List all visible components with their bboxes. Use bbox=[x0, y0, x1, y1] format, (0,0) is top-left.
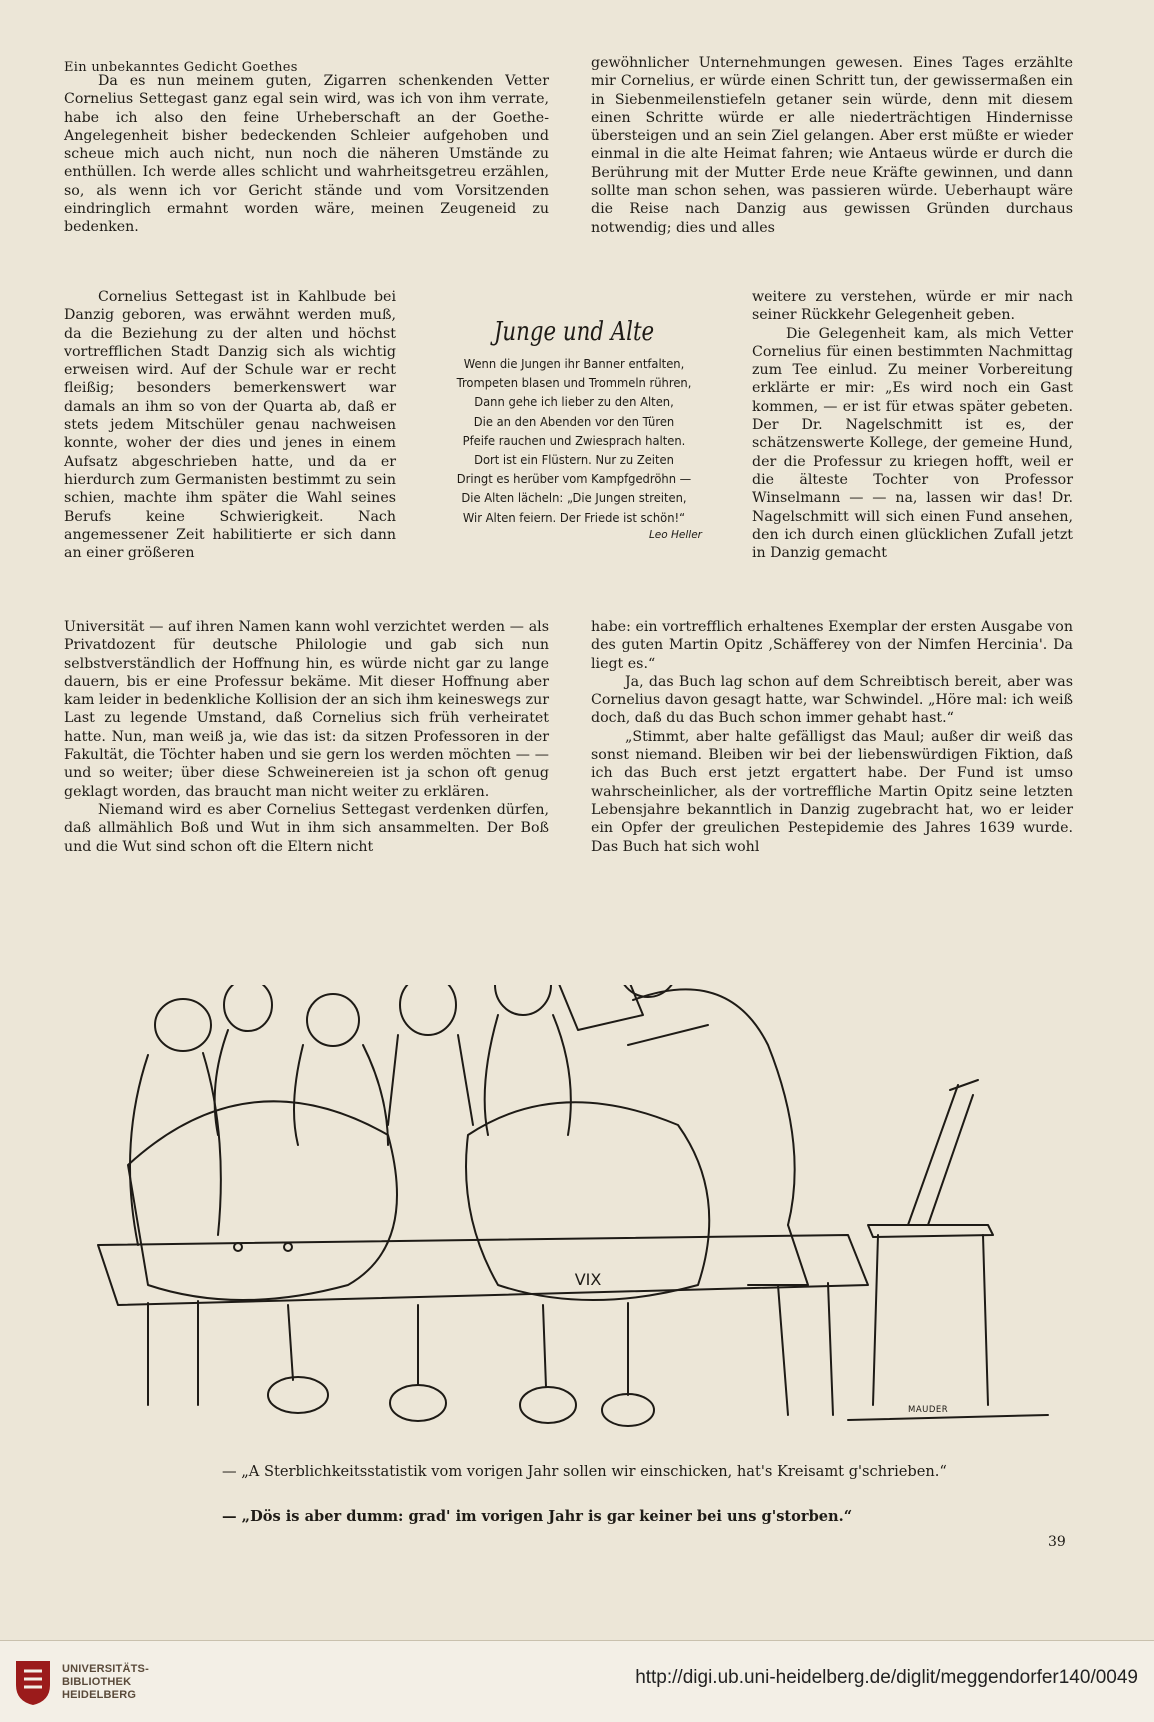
figure-arm bbox=[628, 1025, 708, 1045]
figure-body bbox=[633, 989, 795, 1225]
button bbox=[284, 1243, 292, 1251]
bench-leg bbox=[778, 1285, 788, 1415]
feet bbox=[520, 1387, 576, 1423]
chair bbox=[983, 1235, 988, 1405]
paragraph: weitere zu verstehen, würde er mir nach seiner Rückkehr Gelegenheit geben. bbox=[752, 289, 1073, 324]
poem-author: Leo Heller bbox=[648, 528, 702, 541]
seat-letters: VIX bbox=[574, 1270, 602, 1289]
paragraph: Da es nun meinem guten, Zigarren schenkenden Vetter Cornelius Settegast ganz egal sein wird, was ich von ihm verrate, habe ich also den feine Urheberschaft an der Goethe-Angelegenheit bisher bedeckenden Schleier aufgehoben und scheue mich auch nicht, nun noch die näheren Umstände zu enthüllen. Ich werde alles schlicht und wahrheitsgetreu erzählen, so, als wenn ich vor Gericht stände und vom Vorsitzenden eindringlich ermahnt worden wäre, meinen Zeugeneid zu bedenken. bbox=[64, 73, 549, 236]
figure-head bbox=[155, 999, 211, 1051]
poem-line: Wenn die Jungen ihr Banner entfalten, bbox=[463, 356, 685, 371]
bench-leg bbox=[828, 1283, 833, 1415]
figure-body bbox=[363, 1045, 388, 1145]
poem-title: Junge und Alte bbox=[493, 317, 655, 347]
chair-back bbox=[908, 1085, 958, 1225]
left-column-top bbox=[64, 72, 549, 237]
paragraph: Die Gelegenheit kam, als mich Vetter Cornelius für einen bestimmten Nachmittag zum Tee einlud. Zu meiner Vorbereitung erklärte er mir: „Es wird noch ein Gast kommen, — er ist für etwas später gebeten. Der Dr. Nagelschmitt ist es, der schätzenswerte Kollege, der gemeine Hund, der die Professur zu kriegen hofft, weil er die älteste Tochter von Professor Winselmann — — na, lassen wir das! Dr. Nagelschmitt will sich einen Fund ansehen, den ich durch einen glücklichen Zufall jetzt in Danzig gemacht bbox=[752, 325, 1073, 562]
figure-body bbox=[458, 1035, 473, 1125]
paragraph: Niemand wird es aber Cornelius Settegast verdenken dürfen, daß allmählich Boß und Wut in ihm sich ansammelten. Der Boß und die Wut sind schon oft die Eltern nicht bbox=[64, 801, 549, 855]
poem-line: Dort ist ein Flüstern. Nur zu Zeiten bbox=[474, 452, 674, 468]
poem-line: Die Alten lächeln: „Die Jungen streiten, bbox=[461, 490, 687, 506]
footer-bar bbox=[0, 1640, 1154, 1722]
button bbox=[234, 1243, 242, 1251]
right-column-top bbox=[591, 54, 1073, 237]
left-column-wrap bbox=[64, 288, 396, 562]
paragraph: Cornelius Settegast ist in Kahlbude bei Danzig geboren, was erwähnt werden muß, da die Beziehung zu der alten und höchst vortrefflichen Stadt Danzig sich als wichtig erweisen wird. Auf der Schule war er recht fleißig; besonders bemerkenswert war damals an ihm so von der Quarta ab, daß er stets jedem Mitschüler genau nachweisen konnte, woher der dies und jenes in einem Aufsatz abgeschrieben hatte, und da er hierdurch zum Germanisten bestimmt zu sein schien, machte ihm später die Wahl seines Berufs keine Schwierigkeit. Nach angemessener Zeit habilitierte er sich dann an einer größeren bbox=[64, 289, 396, 562]
chair bbox=[873, 1235, 878, 1405]
page-number: 39 bbox=[1048, 1534, 1066, 1550]
source-url-link[interactable]: http://digi.ub.uni-heidelberg.de/diglit/meggendorfer140/0049 bbox=[635, 1667, 1138, 1688]
paragraph: Ja, das Buch lag schon auf dem Schreibtisch bereit, aber was Cornelius davon gesagt hatte, war Schwindel. „Höre mal: ich weiß doch, daß du das Buch schon immer gehabt hast.“ bbox=[591, 673, 1073, 727]
figure-body bbox=[748, 1225, 808, 1285]
library-name-line: UNIVERSITÄTS- bbox=[62, 1663, 149, 1675]
paragraph: habe: ein vortrefflich erhaltenes Exemplar der ersten Ausgabe von des guten Martin Opitz ‚Schäfferey von der Nimfen Hercinia'. Da liegt es.“ bbox=[591, 619, 1073, 672]
cartoon-signature: MAUDER bbox=[908, 1405, 949, 1415]
poem-line: Pfeife rauchen und Zwiesprach halten. bbox=[462, 432, 686, 448]
bench-top bbox=[98, 1235, 868, 1305]
right-column-wrap bbox=[752, 288, 1073, 562]
feet bbox=[602, 1394, 654, 1426]
figure-body bbox=[485, 1015, 498, 1135]
figure-body bbox=[294, 1045, 303, 1145]
caption-line: — „A Sterblichkeitsstatistik vom vorigen Jahr sollen wir einschicken, hat's Kreisamt g'schrieben.“ bbox=[222, 1463, 947, 1480]
figure-body bbox=[203, 1053, 221, 1235]
figure-head bbox=[224, 985, 272, 1031]
ground-line bbox=[848, 1415, 1048, 1420]
poem-line: Dringt es herüber vom Kampfgedröhn — bbox=[456, 471, 692, 487]
poem-line: Wir Alten feiern. Der Friede ist schön!“ bbox=[462, 509, 686, 525]
chair-back bbox=[950, 1080, 978, 1090]
library-logo-icon bbox=[12, 1657, 54, 1707]
figure-head bbox=[307, 994, 359, 1046]
paragraph: gewöhnlicher Unternehmungen gewesen. Eines Tages erzählte mir Cornelius, er würde einen Schritt tun, der gewissermaßen ein in Siebenmeilenstiefeln getaner sein würde, denn mit diesem einen Schritte würde er alle niederträchtigen Hindernisse übersteigen und an sein Ziel gelangen. Aber erst müßte er wieder einmal in die alte Heimat fahren; wie Antaeus würde er durch die Berührung mit der Mutter Erde neue Kräfte gewinnen, und dann sollte man schon sehen, was passieren würde. Ueberhaupt wäre die Reise nach Danzig aus gewissen Gründen durchaus notwendig; dies und alles bbox=[591, 55, 1073, 236]
library-name bbox=[62, 1663, 149, 1702]
figure-head bbox=[400, 985, 456, 1035]
poem-box bbox=[406, 316, 742, 541]
left-column-bottom bbox=[64, 618, 549, 856]
library-name-line: HEIDELBERG bbox=[62, 1689, 137, 1701]
poem-line: Dann gehe ich lieber zu den Alten, bbox=[474, 394, 674, 410]
figure-body bbox=[388, 1035, 398, 1125]
right-column-bottom bbox=[591, 618, 1073, 856]
feet bbox=[390, 1385, 446, 1421]
running-head: Ein unbekanntes Gedicht Goethes bbox=[64, 60, 298, 75]
legs bbox=[543, 1305, 546, 1387]
legs bbox=[288, 1305, 293, 1380]
poem-line: Trompeten blasen und Trommeln rühren, bbox=[456, 375, 692, 391]
paper-sheet bbox=[543, 985, 643, 1030]
chair-back bbox=[928, 1095, 973, 1225]
caption-line: — „Dös is aber dumm: grad' im vorigen Jahr is gar keiner bei uns g'storben.“ bbox=[222, 1508, 853, 1525]
paragraph: „Stimmt, aber halte gefälligst das Maul; außer dir weiß das sonst niemand. Bleiben wir bei der liebenswürdigen Fiktion, daß ich das Buch erst jetzt ergattert habe. Der Fund ist umso wahrscheinlicher, als der vortreffliche Martin Opitz seine letzten Lebensjahre bekanntlich in Danzig zugebracht hat, wo er leider ein Opfer der greulichen Pestepidemie des Jahres 1639 wurde. Das Buch hat sich wohl bbox=[591, 728, 1073, 855]
figure-head bbox=[495, 985, 551, 1015]
paragraph: Universität — auf ihren Namen kann wohl verzichtet werden — als Privatdozent für deutsche Philologie und gab sich nun selbstverständlich der Hoffnung hin, es würde nicht gar zu lange dauern, bis er eine Professur bekäme. Mit dieser Hoffnung aber kam leider in bedenkliche Kollision der an sich ihm keineswegs zur Last zu legende Umstand, daß Cornelius sich früh verheiratet hatte. Nun, man weiß ja, wie das ist: da sitzen Professoren in der Fakultät, die Töchter haben und sie gern los werden möchten — — und so weiter; über diese Schweinereien ist ja schon oft genug geklagt worden, das braucht man nicht weiter zu erklären. bbox=[64, 619, 549, 800]
poem-lines bbox=[418, 354, 730, 527]
cartoon-illustration bbox=[88, 985, 1078, 1450]
figure-body bbox=[553, 1015, 571, 1135]
poem-line: Die an den Abenden vor den Türen bbox=[473, 413, 675, 429]
chair bbox=[868, 1225, 993, 1237]
feet bbox=[268, 1377, 328, 1413]
figure-body bbox=[128, 1101, 397, 1300]
library-name-line: BIBLIOTHEK bbox=[62, 1676, 132, 1688]
